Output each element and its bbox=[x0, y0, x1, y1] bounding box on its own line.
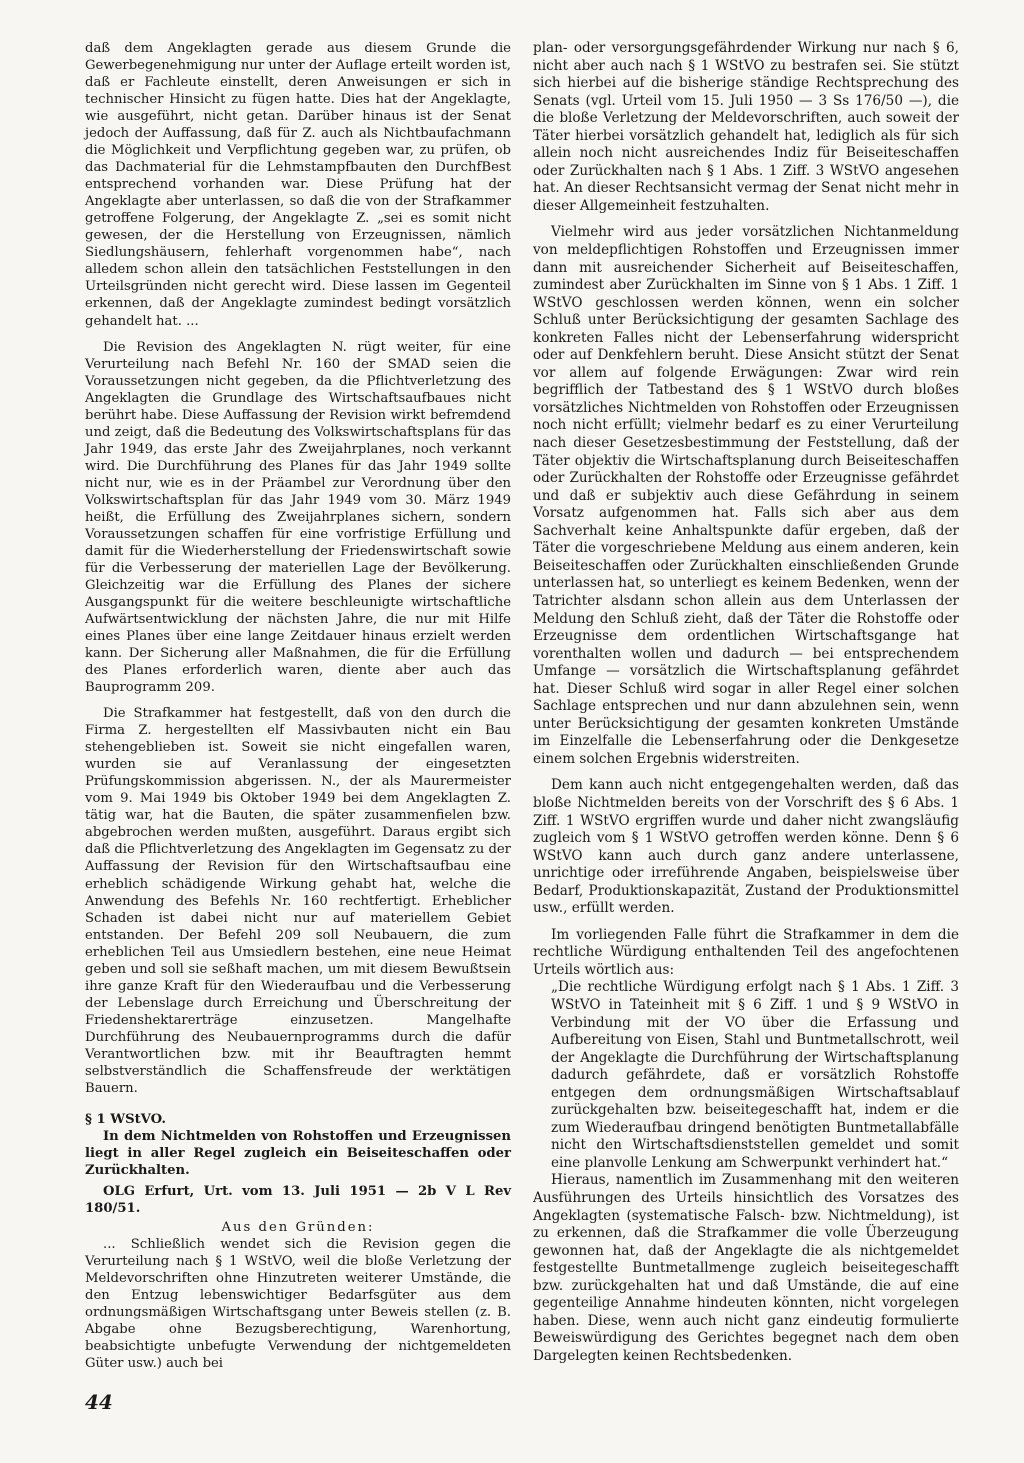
headnote: In dem Nichtmelden von Rohstoffen und Erzeugnissen liegt in aller Regel zugleich ein Beiseiteschaffen oder Zurückhalten. bbox=[85, 1128, 511, 1178]
case-citation: OLG Erfurt, Urt. vom 13. Juli 1951 — 2b V L Rev 180/51. bbox=[85, 1184, 511, 1217]
right-column bbox=[533, 40, 959, 1365]
paragraph: Die Revision des Angeklagten N. rügt weiter, für eine Verurteilung nach Befehl Nr. 160 der SMAD seien die Voraussetzungen nicht gegeben, da die Pflichtverletzung des Angeklagten die Grundlage des Wirtschaftsaufbaues nicht berührt habe. Diese Auffassung der Revision wirkt befremdend und zeigt, daß die Bedeutung des Volkswirtschaftsplans für das Jahr 1949, das erste Jahr des Zweijahrplanes, noch verkannt wird. Die Durchführung des Planes für das Jahr 1949 sollte nicht nur, wie es in der Präambel zur Verordnung über den Volkswirtschaftsplan für das Jahr 1949 vom 30. März 1949 heißt, die Erfüllung des Zweijahrplanes sichern, sondern Voraussetzungen schaffen für eine vorfristige Erfüllung und damit für die Wiederherstellung der Friedenswirtschaft sowie für die Verbesserung der materiellen Lage der Bevölkerung. Gleichzeitig war die Erfüllung des Planes der sichere Ausgangspunkt für die weitere beschleunigte wirtschaftliche Aufwärtsentwicklung der nächsten Jahre, die nur mit Hilfe eines Planes über eine lange Zeitdauer hinaus erzielt werden kann. Der Sicherung aller Maßnahmen, die für die Erfüllung des Planes erforderlich waren, diente aber auch das Bauprogramm 209. bbox=[85, 339, 511, 696]
paragraph-continued: daß dem Angeklagten gerade aus diesem Grunde die Gewerbegenehmigung nur unter der Auflage erteilt worden ist, daß er Fachleute einstellt, deren Anweisungen er sich in technischer Hinsicht zu fügen hatte. Dies hat der Angeklagte, wie ausgeführt, nicht getan. Darüber hinaus ist der Senat jedoch der Auffassung, daß für Z. auch als Nichtbaufachmann die Möglichkeit und Verpflichtung gegeben war, zu prüfen, ob das Dachmaterial für die Lehmstampfbauten den DurchfBest entsprechend vorhanden war. Diese Prüfung hat der Angeklagte aber unterlassen, so daß die von der Strafkammer getroffene Folgerung, der Angeklagte Z. „sei es somit nicht gewesen, der die Herstellung von Erzeugnissen, nämlich Siedlungshäusern, fehlerhaft vorgenommen habe“, nach alledem schon allein den tatsächlichen Feststellungen in den Urteilsgründen nicht gerecht wird. Diese lassen im Gegenteil erkennen, daß der Angeklagte zumindest bedingt vorsätzlich gehandelt hat. ... bbox=[85, 41, 511, 329]
paragraph-continued: plan- oder versorgungsgefährdender Wirkung nur nach § 6, nicht aber auch nach § 1 WStVO zu bestrafen sei. Sie stützt sich hierbei auf die bisherige ständige Rechtsprechung des Senats (vgl. Urteil vom 15. Juli 1950 — 3 Ss 176/50 —), die die bloße Verletzung der Meldevorschriften, auch soweit der Täter hierbei vorsätzlich gehandelt hat, lediglich als für sich allein noch nicht ausreichendes Indiz für Beiseiteschaffen oder Zurückhalten nach § 1 Abs. 1 Ziff. 3 WStVO angesehen hat. An dieser Rechtsansicht vermag der Senat nicht mehr in dieser Allgemeinheit festzuhalten. bbox=[533, 40, 959, 214]
reasons-label: Aus den Gründen: bbox=[221, 1220, 375, 1236]
paragraph: Vielmehr wird aus jeder vorsätzlichen Nichtanmeldung von meldepflichtigen Rohstoffen und Erzeugnissen immer dann mit ausreichender Sicherheit auf Beiseiteschaffen, zumindest aber Zurückhalten im Sinne von § 1 Abs. 1 Ziff. 1 WStVO geschlossen werden können, wenn ein solcher Schluß unter Berücksichtigung der gesamten Sachlage des konkreten Falles nicht der Lebenserfahrung widerspricht oder auf Denkfehlern beruht. Diese Ansicht stützt der Senat vor allem auf folgende Erwägungen: Zwar wird rein begrifflich der Tatbestand des § 1 WStVO durch bloßes vorsätzliches Nichtmelden von Rohstoffen oder Erzeugnissen noch nicht erfüllt; vielmehr bedarf es zu einer Verurteilung nach dieser Gesetzesbestimmung der Feststellung, daß der Täter objektiv die Wirtschaftsplanung durch Beiseiteschaffen oder Zurückhalten der Rohstoffe oder Erzeugnisse gefährdet und daß er subjektiv auch diese Gefährdung in seinem Vorsatz aufgenommen hat. Falls sich aber aus dem Sachverhalt keine Anhaltspunkte dafür ergeben, daß der Täter die vorgeschriebene Meldung aus einem anderen, kein Beiseiteschaffen oder Zurückhalten einschließenden Grunde unterlassen hat, so unterliegt es keinem Bedenken, wenn der Tatrichter alsdann schon allein aus dem Unterlassen der Meldung den Schluß zieht, daß der Täter die Rohstoffe oder Erzeugnisse dem ordentlichen Wirtschaftsgange hat vorenthalten wollen und dadurch — bei entsprechendem Umfange — vorsätzlich die Wirtschaftsplanung gefährdet hat. Dieser Schluß wird sogar in aller Regel einer solchen Sachlage entsprechen und nur dann abzulehnen sein, wenn unter Berücksichtigung der gesamten konkreten Umstände im Einzelfalle die Lebenserfahrung oder die Denkgesetze einem solchen Ergebnis widerstreiten. bbox=[533, 224, 959, 767]
paragraph: Im vorliegenden Falle führt die Strafkammer in dem die rechtliche Würdigung enthaltenden Teil des angefochtenen Urteils wörtlich aus: bbox=[533, 926, 959, 978]
block-quote: „Die rechtliche Würdigung erfolgt nach § 1 Abs. 1 Ziff. 3 WStVO in Tateinheit mit § 6 Ziff. 1 und § 9 WStVO in Verbindung mit der VO über die Erfassung und Aufbereitung von Eisen, Stahl und Buntmetallschrott, weil der Angeklagte die Durchführung der Wirtschaftsplanung dadurch gefährdete, daß er vorsätzlich Rohstoffe entgegen dem ordnungsmäßigen Wirtschaftsablauf zurückgehalten bzw. beiseitegeschafft hat, indem er die zum Wiederaufbau dringend benötigten Buntmetallabfälle nicht den Wirtschaftsdienststellen gemeldet und somit eine planvolle Lenkung am Schwerpunkt verhindert hat.“ bbox=[551, 979, 959, 1171]
paragraph: Hieraus, namentlich im Zusammenhang mit den weiteren Ausführungen des Urteils hinsichtlich des Vorsatzes des Angeklagten (systematische Falsch- bzw. Nichtmeldung), ist zu erkennen, daß die Strafkammer die volle Überzeugung gewonnen hat, daß der Angeklagte die als nichtgemeldet festgestellte Buntmetallmenge zugleich beiseitegeschafft bzw. zurückgehalten hat und daß Umstände, die auf eine gegenteilige Annahme hindeuten könnten, nicht vorgelegen haben. Diese, wenn auch nicht ganz eindeutig formulierte Beweiswürdigung des Gerichtes begegnet nach dem oben Dargelegten keinen Rechtsbedenken. bbox=[533, 1172, 959, 1364]
page-number: 44 bbox=[85, 1390, 113, 1414]
paragraph: Die Strafkammer hat festgestellt, daß von den durch die Firma Z. hergestellten elf Massivbauten nicht ein Bau stehengeblieben ist. Soweit sie nicht eingefallen waren, wurden sie auf Veranlassung der eingesetzten Prüfungskommission abgerissen. N., der als Maurermeister vom 9. Mai 1949 bis Oktober 1949 bei dem Angeklagten Z. tätig war, hat die Bauten, die später zusammenfielen bzw. abgebrochen werden mußten, ausgeführt. Daraus ergibt sich daß die Pflichtverletzung des Angeklagten im Gegensatz zu der Auffassung der Revision für den Wirtschaftsaufbau eine erheblich schädigende Wirkung gehabt hat, welche die Anwendung des Befehls Nr. 160 rechtfertigt. Erheblicher Schaden ist dabei nicht nur auf materiellem Gebiet entstanden. Der Befehl 209 soll Neubauern, die zum erheblichen Teil aus Umsiedlern bestehen, eine neue Heimat geben und soll sie seßhaft machen, um mit diesem Bewußtsein ihre ganze Kraft für den Wiederaufbau und die Verbesserung der Lebenslage durch Erreichung und Überschreitung der Friedenshektarerträge einzusetzen. Mangelhafte Durchführung des Neubauernprogramms durch die dafür Verantwortlichen bzw. mit ihr Beauftragten hemmt selbstverständlich die Schaffensfreude der werktätigen Bauern. bbox=[85, 706, 511, 1096]
left-column bbox=[85, 40, 511, 1372]
section-heading: § 1 WStVO. bbox=[85, 1111, 166, 1127]
paragraph: ... Schließlich wendet sich die Revision gegen die Verurteilung nach § 1 WStVO, weil die bloße Verletzung der Meldevorschriften ohne Hinzutreten weiterer Umstände, die den Entzug lebenswichtiger Bedarfsgüter aus dem ordnungsmäßigen Wirtschaftsgang unter Beweis stellen (z. B. Abgabe ohne Bezugsberechtigung, Warenhortung, beabsichtigte unbefugte Verwendung der nichtgemeldeten Güter usw.) auch bei bbox=[85, 1237, 511, 1372]
paragraph: Dem kann auch nicht entgegengehalten werden, daß das bloße Nichtmelden bereits von der Vorschrift des § 6 Abs. 1 Ziff. 1 WStVO ergriffen wurde und daher nicht zwangsläufig zugleich vom § 1 WStVO getroffen werden könne. Denn § 6 WStVO kann auch durch ganz andere unterlassene, unrichtige oder irreführende Angaben, beispielsweise über Bedarf, Produktionskapazität, Zustand der Produktionsmittel usw., erfüllt werden. bbox=[533, 777, 959, 917]
